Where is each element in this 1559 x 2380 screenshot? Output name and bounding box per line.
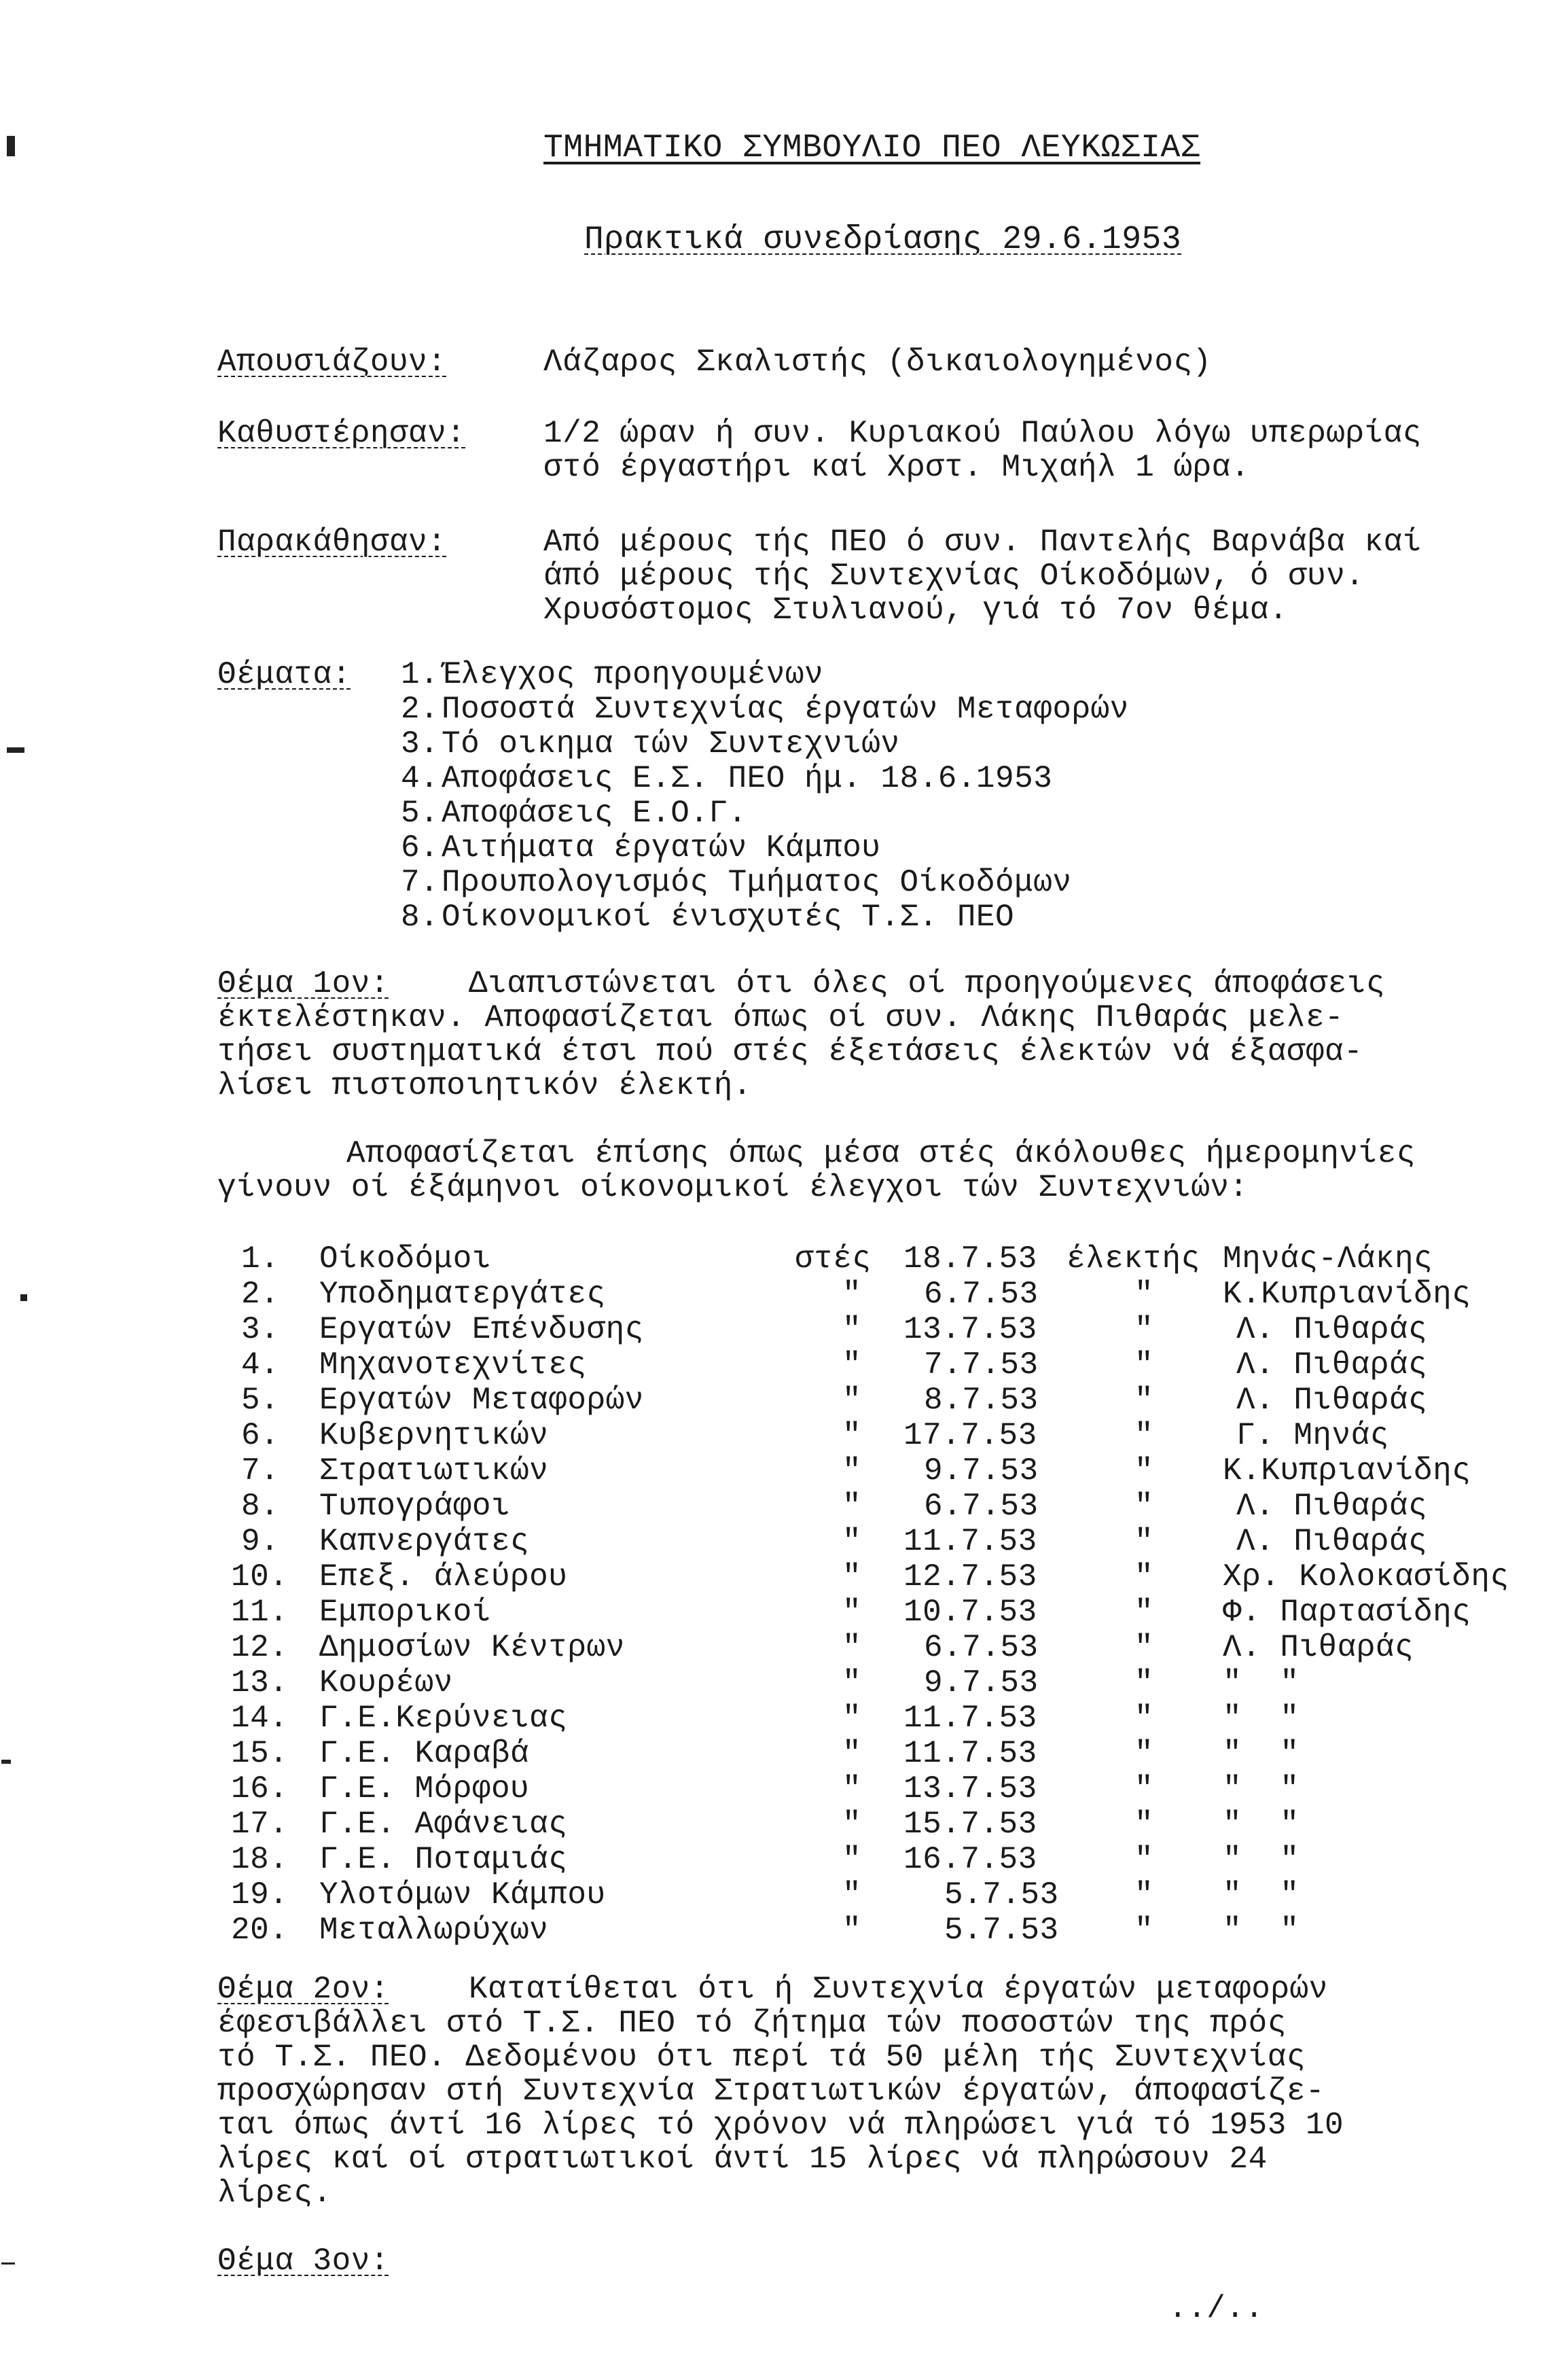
ditto-mark: " [1134,1489,1154,1524]
row-number: 4. [241,1347,280,1383]
union-name: Οίκοδόμοι [319,1241,491,1277]
ditto-mark: " [842,1347,862,1383]
union-name: Τυπογράφοι [319,1489,511,1524]
ditto-mark: " [1134,1771,1154,1807]
topic2-text-4: προσχώρησαν στή Συντεχνία Στρατιωτικών έργατών, άποφασίζε- [217,2074,1325,2109]
topic3-label: Θέμα 3ον: [217,2243,389,2279]
union-name: Γ.Ε. Αφάνειας [319,1807,568,1842]
union-name: Εργατών Μεταφορών [319,1383,644,1418]
agenda-item-text: Οίκονομικοί ένισχυτές Τ.Σ. ΠΕΟ [442,900,1015,935]
union-name: Εμπορικοί [319,1595,491,1630]
ditto-mark: " [842,1877,862,1913]
ditto-mark: " [842,1771,862,1807]
ditto-mark: " [1134,1524,1154,1559]
ditto-mark: " [1134,1277,1154,1312]
ditto-mark: " [1134,1347,1154,1383]
audit-date: 6.7.53 [924,1630,1039,1665]
topic1-text-2: έκτελέστηκαν. Αποφασίζεται όπως οί συν. Λάκης Πιθαράς μελε- [217,1000,1344,1035]
agenda-item-text: Τό οικημα τών Συντεχνιών [442,726,900,762]
row-number: 13. [231,1665,289,1701]
row-number: 3. [241,1312,280,1347]
row-number: 1. [241,1241,280,1277]
auditor-name: Λ. Πιθαράς [1236,1312,1428,1347]
late-label: Καθυστέρησαν: [217,416,466,451]
union-name: Γ.Ε. Ποταμιάς [319,1842,568,1877]
late-text-2: στό έργαστήρι καί Χρστ. Μιχαήλ 1 ώρα. [543,450,1250,485]
scan-mark [20,1294,27,1301]
ditto-mark: " [842,1701,862,1736]
agenda-item-text: Έλεγχος προηγουμένων [442,657,824,692]
ditto-mark: " [842,1736,862,1771]
ditto-mark: " [842,1524,862,1559]
audit-date: 12.7.53 [903,1559,1037,1595]
audit-date: 5.7.53 [944,1913,1059,1948]
union-name: Υλοτόμων Κάμπου [319,1877,606,1913]
agenda-item-num: 4. [401,761,440,796]
union-name: Υποδηματεργάτες [319,1277,606,1312]
ditto-mark: " [1134,1842,1154,1877]
scan-mark [1,2262,15,2264]
union-name: Εργατών Επένδυσης [319,1312,644,1347]
audit-date: 9.7.53 [924,1665,1039,1701]
union-name: Μηχανοτεχνίτες [319,1347,587,1383]
auditor-label: έλεκτής [1067,1241,1200,1277]
topic2-text-7: λίρες. [217,2175,332,2211]
audit-date: 13.7.53 [903,1771,1037,1807]
present-text-2: άπό μέρους τής Συντεχνίας Οίκοδόμων, ό συν. [543,558,1365,594]
row-number: 5. [241,1383,280,1418]
ditto-mark: " [842,1842,862,1877]
topic2-text-5: ται όπως άντί 16 λίρες τό χρόνον νά πληρώσει γιά τό 1953 10 [217,2108,1344,2143]
audit-date: 11.7.53 [903,1736,1037,1771]
audit-date: 8.7.53 [924,1383,1039,1418]
agenda-label: Θέματα: [217,657,351,692]
audit-date: 11.7.53 [903,1524,1037,1559]
audit-date: 6.7.53 [924,1277,1039,1312]
ditto-mark: " " [1223,1665,1300,1701]
ditto-mark: " [842,1383,862,1418]
present-text-3: Χρυσόστομος Στυλιανού, γιά τό 7ον θέμα. [543,592,1289,628]
union-name: Γ.Ε.Κερύνειας [319,1701,568,1736]
ditto-mark: " [1134,1630,1154,1665]
ditto-mark: " [1134,1701,1154,1736]
ditto-mark: " [1134,1736,1154,1771]
union-name: Κουρέων [319,1665,453,1701]
union-name: Μεταλλωρύχων [319,1913,549,1948]
row-number: 8. [241,1489,280,1524]
ditto-mark: " [1134,1312,1154,1347]
meeting-subtitle: Πρακτικά συνεδρίασης 29.6.1953 [584,221,1182,258]
union-name: Επεξ. άλεύρου [319,1559,568,1595]
ditto-mark: " " [1223,1736,1300,1771]
ditto-mark: " [842,1913,862,1948]
agenda-item-num: 2. [401,692,440,727]
auditor-name: Λ. Πιθαράς [1223,1630,1414,1665]
scan-mark [1,1760,11,1764]
audit-date: 11.7.53 [903,1701,1037,1736]
audit-date: 9.7.53 [924,1453,1039,1489]
auditor-name: Λ. Πιθαράς [1236,1347,1428,1383]
row-number: 12. [231,1630,289,1665]
topic2-text-1: Κατατίθεται ότι ή Συντεχνία έργατών μεταφορών [469,1972,1328,2007]
row-number: 11. [231,1595,289,1630]
auditor-name: Λ. Πιθαράς [1236,1524,1428,1559]
row-number: 16. [231,1771,289,1807]
ditto-mark: " [1134,1418,1154,1453]
audit-date: 17.7.53 [903,1418,1037,1453]
late-text-1: 1/2 ώραν ή συν. Κυριακού Παύλου λόγω υπερωρίας [543,416,1422,451]
row-number: 14. [231,1701,289,1736]
ditto-mark: " [1134,1913,1154,1948]
absent-label: Απουσιάζουν: [217,344,447,380]
continuation-mark: ../.. [1168,2291,1264,2326]
agenda-item-text: Αποφάσεις Ε.Σ. ΠΕΟ ήμ. 18.6.1953 [442,761,1053,796]
ditto-mark: " [1134,1383,1154,1418]
row-number: 15. [231,1736,289,1771]
ditto-mark: " [1134,1559,1154,1595]
ditto-mark: " [842,1489,862,1524]
topic1-text-4: λίσει πιστοποιητικόν έλεκτή. [217,1068,752,1103]
auditor-name: Κ.Κυπριανίδης [1223,1277,1471,1312]
row-number: 6. [241,1418,280,1453]
auditor-name: Γ. Μηνάς [1236,1418,1389,1453]
union-name: Κυβερνητικών [319,1418,549,1453]
ditto-mark: " " [1223,1842,1300,1877]
topic2-text-6: λίρες καί οί στρατιωτικοί άντί 15 λίρες νά πληρώσουν 24 [217,2142,1268,2177]
topic1-text-5: Αποφασίζεται έπίσης όπως μέσα στές άκόλουθες ήμερομηνίες [346,1136,1416,1171]
ditto-mark: " [842,1630,862,1665]
ditto-mark: " [842,1665,862,1701]
preposition: στές [795,1241,872,1277]
ditto-mark: " [1134,1453,1154,1489]
ditto-mark: " " [1223,1701,1300,1736]
ditto-mark: " [1134,1595,1154,1630]
agenda-item-num: 3. [401,726,440,762]
ditto-mark: " [842,1807,862,1842]
absent-text: Λάζαρος Σκαλιστής (δικαιολογημένος) [543,344,1212,380]
agenda-item-num: 1. [401,657,440,692]
present-text-1: Από μέρους τής ΠΕΟ ό συν. Παντελής Βαρνάβα καί [543,525,1422,560]
topic2-label: Θέμα 2ον: [217,1972,389,2007]
row-number: 2. [241,1277,280,1312]
union-name: Γ.Ε. Μόρφου [319,1771,530,1807]
union-name: Στρατιωτικών [319,1453,549,1489]
audit-date: 5.7.53 [944,1877,1059,1913]
agenda-item-text: Αποφάσεις Ε.Ο.Γ. [442,796,747,831]
audit-date: 6.7.53 [924,1489,1039,1524]
topic1-text-1: Διαπιστώνεται ότι όλες οί προηγούμενες άποφάσεις [469,966,1386,1001]
ditto-mark: " [842,1277,862,1312]
ditto-mark: " [842,1453,862,1489]
agenda-item-num: 6. [401,830,440,866]
scan-mark [7,747,24,753]
row-number: 9. [241,1524,280,1559]
auditor-name: Φ. Παρτασίδης [1223,1595,1471,1630]
ditto-mark: " [842,1595,862,1630]
agenda-item-text: Ποσοστά Συντεχνίας έργατών Μεταφορών [442,692,1129,727]
union-name: Γ.Ε. Καραβά [319,1736,530,1771]
ditto-mark: " " [1223,1771,1300,1807]
audit-date: 10.7.53 [903,1595,1037,1630]
auditor-name: Λ. Πιθαράς [1236,1489,1428,1524]
agenda-item-num: 5. [401,796,440,831]
row-number: 18. [231,1842,289,1877]
auditor-name: Λ. Πιθαράς [1236,1383,1428,1418]
agenda-item-text: Αιτήματα έργατών Κάμπου [442,830,881,866]
present-label: Παρακάθησαν: [217,525,447,560]
agenda-item-num: 7. [401,865,440,900]
audit-date: 15.7.53 [903,1807,1037,1842]
row-number: 10. [231,1559,289,1595]
ditto-mark: " [1134,1877,1154,1913]
row-number: 17. [231,1807,289,1842]
topic1-label: Θέμα 1ον: [217,966,389,1001]
ditto-mark: " [1134,1807,1154,1842]
audit-date: 7.7.53 [924,1347,1039,1383]
ditto-mark: " " [1223,1877,1300,1913]
auditor-name: Μηνάς-Λάκης [1223,1241,1433,1277]
agenda-item-text: Προυπολογισμός Τμήματος Οίκοδόμων [442,865,1072,900]
ditto-mark: " [842,1559,862,1595]
topic2-text-2: έφεσιβάλλει στό Τ.Σ. ΠΕΟ τό ζήτημα τών ποσοστών της πρός [217,2006,1287,2041]
ditto-mark: " [842,1418,862,1453]
ditto-mark: " " [1223,1807,1300,1842]
audit-date: 13.7.53 [903,1312,1037,1347]
audit-date: 16.7.53 [903,1842,1037,1877]
agenda-item-num: 8. [401,900,440,935]
union-name: Δημοσίων Κέντρων [319,1630,625,1665]
scan-mark [7,136,15,156]
page-title: ΤΜΗΜΑΤΙΚΟ ΣΥΜΒΟΥΛΙΟ ΠΕΟ ΛΕΥΚΩΣΙΑΣ [543,130,1201,166]
union-name: Καπνεργάτες [319,1524,530,1559]
ditto-mark: " [842,1312,862,1347]
topic1-text-3: τήσει συστηματικά έτσι πού στές έξετάσεις έλεκτών νά έξασφα- [217,1034,1363,1069]
row-number: 20. [231,1913,289,1948]
auditor-name: Χρ. Κολοκασίδης [1223,1559,1509,1595]
auditor-name: Κ.Κυπριανίδης [1223,1453,1471,1489]
topic2-text-3: τό Τ.Σ. ΠΕΟ. Δεδομένου ότι περί τά 50 μέλη τής Συντεχνίας [217,2040,1306,2075]
ditto-mark: " " [1223,1913,1300,1948]
audit-date: 18.7.53 [903,1241,1037,1277]
topic1-text-6: γίνουν οί έξάμηνοι οίκονομικοί έλεγχοι τών Συντεχνιών: [217,1170,1249,1205]
row-number: 19. [231,1877,289,1913]
ditto-mark: " [1134,1665,1154,1701]
row-number: 7. [241,1453,280,1489]
